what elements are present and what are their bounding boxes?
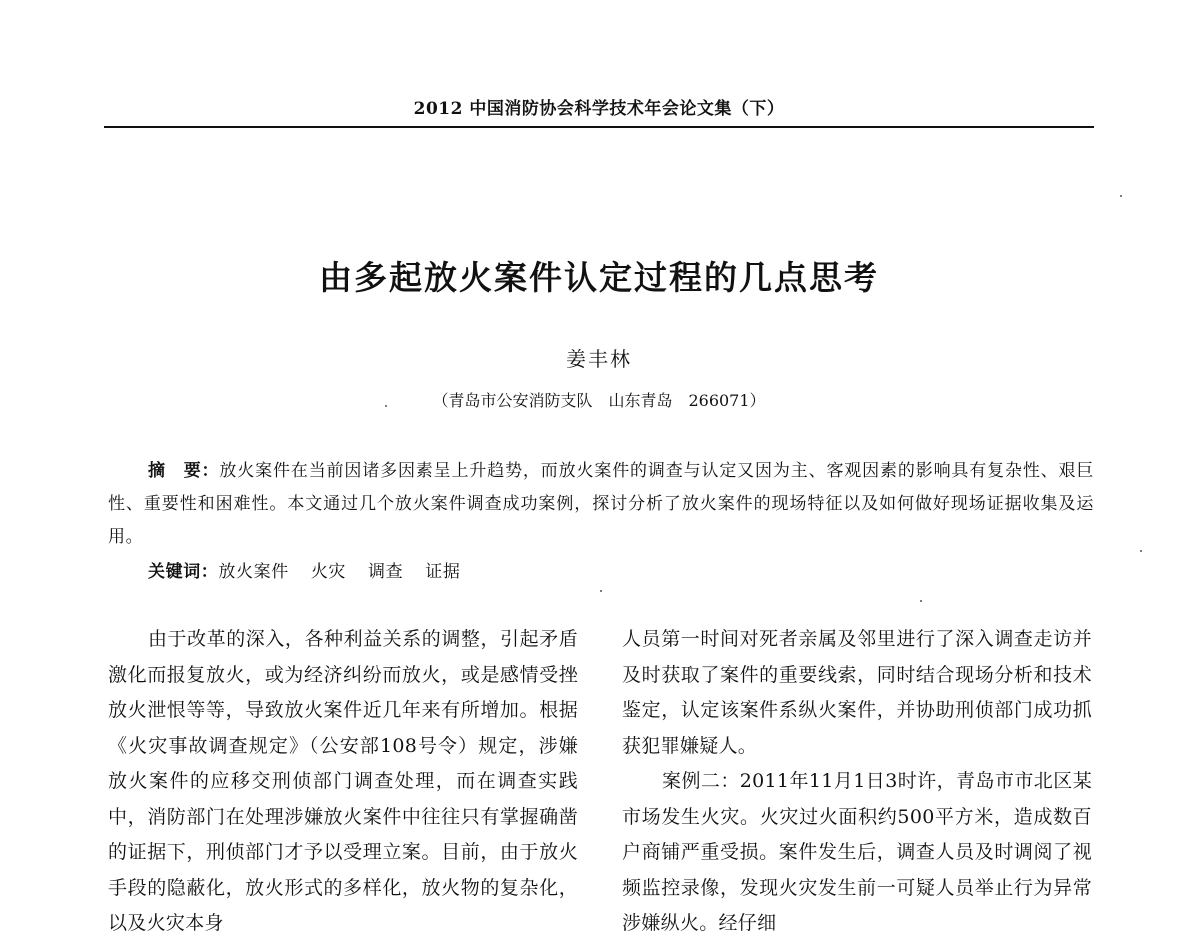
- keyword-item: 调查: [368, 562, 404, 582]
- keyword-item: 放火案件: [218, 562, 289, 582]
- paper-title: 由多起放火案件认定过程的几点思考: [319, 258, 879, 297]
- author-name: 姜丰林: [566, 347, 632, 371]
- abstract-label: 摘 要：: [148, 461, 220, 481]
- keywords-label: 关键词：: [148, 562, 219, 582]
- abstract-text: 放火案件在当前因诸多因素呈上升趋势，而放火案件的调查与认定又因为主、客观因素的影响具有复杂性、艰巨性、重要性和困难性。本文通过几个放火案件调查成功案例，探讨分析了放火案件的现场特征以及如何做好现场证据收集及运用。: [108, 461, 1094, 547]
- running-header: 2012 中国消防协会科学技术年会论文集（下）: [413, 99, 785, 119]
- body-left-column: [108, 622, 578, 941]
- abstract: [108, 455, 1094, 554]
- keyword-item: 证据: [425, 562, 461, 582]
- body-paragraph: 人员第一时间对死者亲属及邻里进行了深入调查走访并及时获取了案件的重要线索，同时结合现场分析和技术鉴定，认定该案件系纵火案件，并协助刑侦部门成功抓获犯罪嫌疑人。: [622, 628, 1092, 757]
- body-right-column: [622, 622, 1092, 941]
- scan-speck: [1120, 195, 1122, 197]
- scan-speck: [1140, 550, 1142, 552]
- body-paragraph: 由于改革的深入，各种利益关系的调整，引起矛盾激化而报复放火，或为经济纠纷而放火，或是感情受挫放火泄恨等等，导致放火案件近几年来有所增加。根据《火灾事故调查规定》（公安部108号令）规定，涉嫌放火案件的应移交刑侦部门调查处理，而在调查实践中，消防部门在处理涉嫌放火案件中往往只有掌握确凿的证据下，刑侦部门才予以受理立案。目前，由于放火手段的隐蔽化，放火形式的多样化，放火物的复杂化，以及火灾本身: [108, 628, 578, 934]
- scan-speck: [385, 405, 387, 407]
- scan-speck: [600, 590, 602, 592]
- keyword-item: 火灾: [310, 562, 347, 582]
- scan-speck: [920, 600, 922, 602]
- header-rule: [104, 126, 1094, 128]
- keywords: [148, 557, 1094, 582]
- author-affiliation: （青岛市公安消防支队 山东青岛 266071）: [432, 391, 766, 410]
- body-paragraph: 案例二：2011年11月1日3时许，青岛市市北区某市场发生火灾。火灾过火面积约500平方米，造成数百户商铺严重受损。案件发生后，调查人员及时调阅了视频监控录像，发现火灾发生前一可疑人员举止行为异常涉嫌纵火。经仔细: [622, 770, 1092, 934]
